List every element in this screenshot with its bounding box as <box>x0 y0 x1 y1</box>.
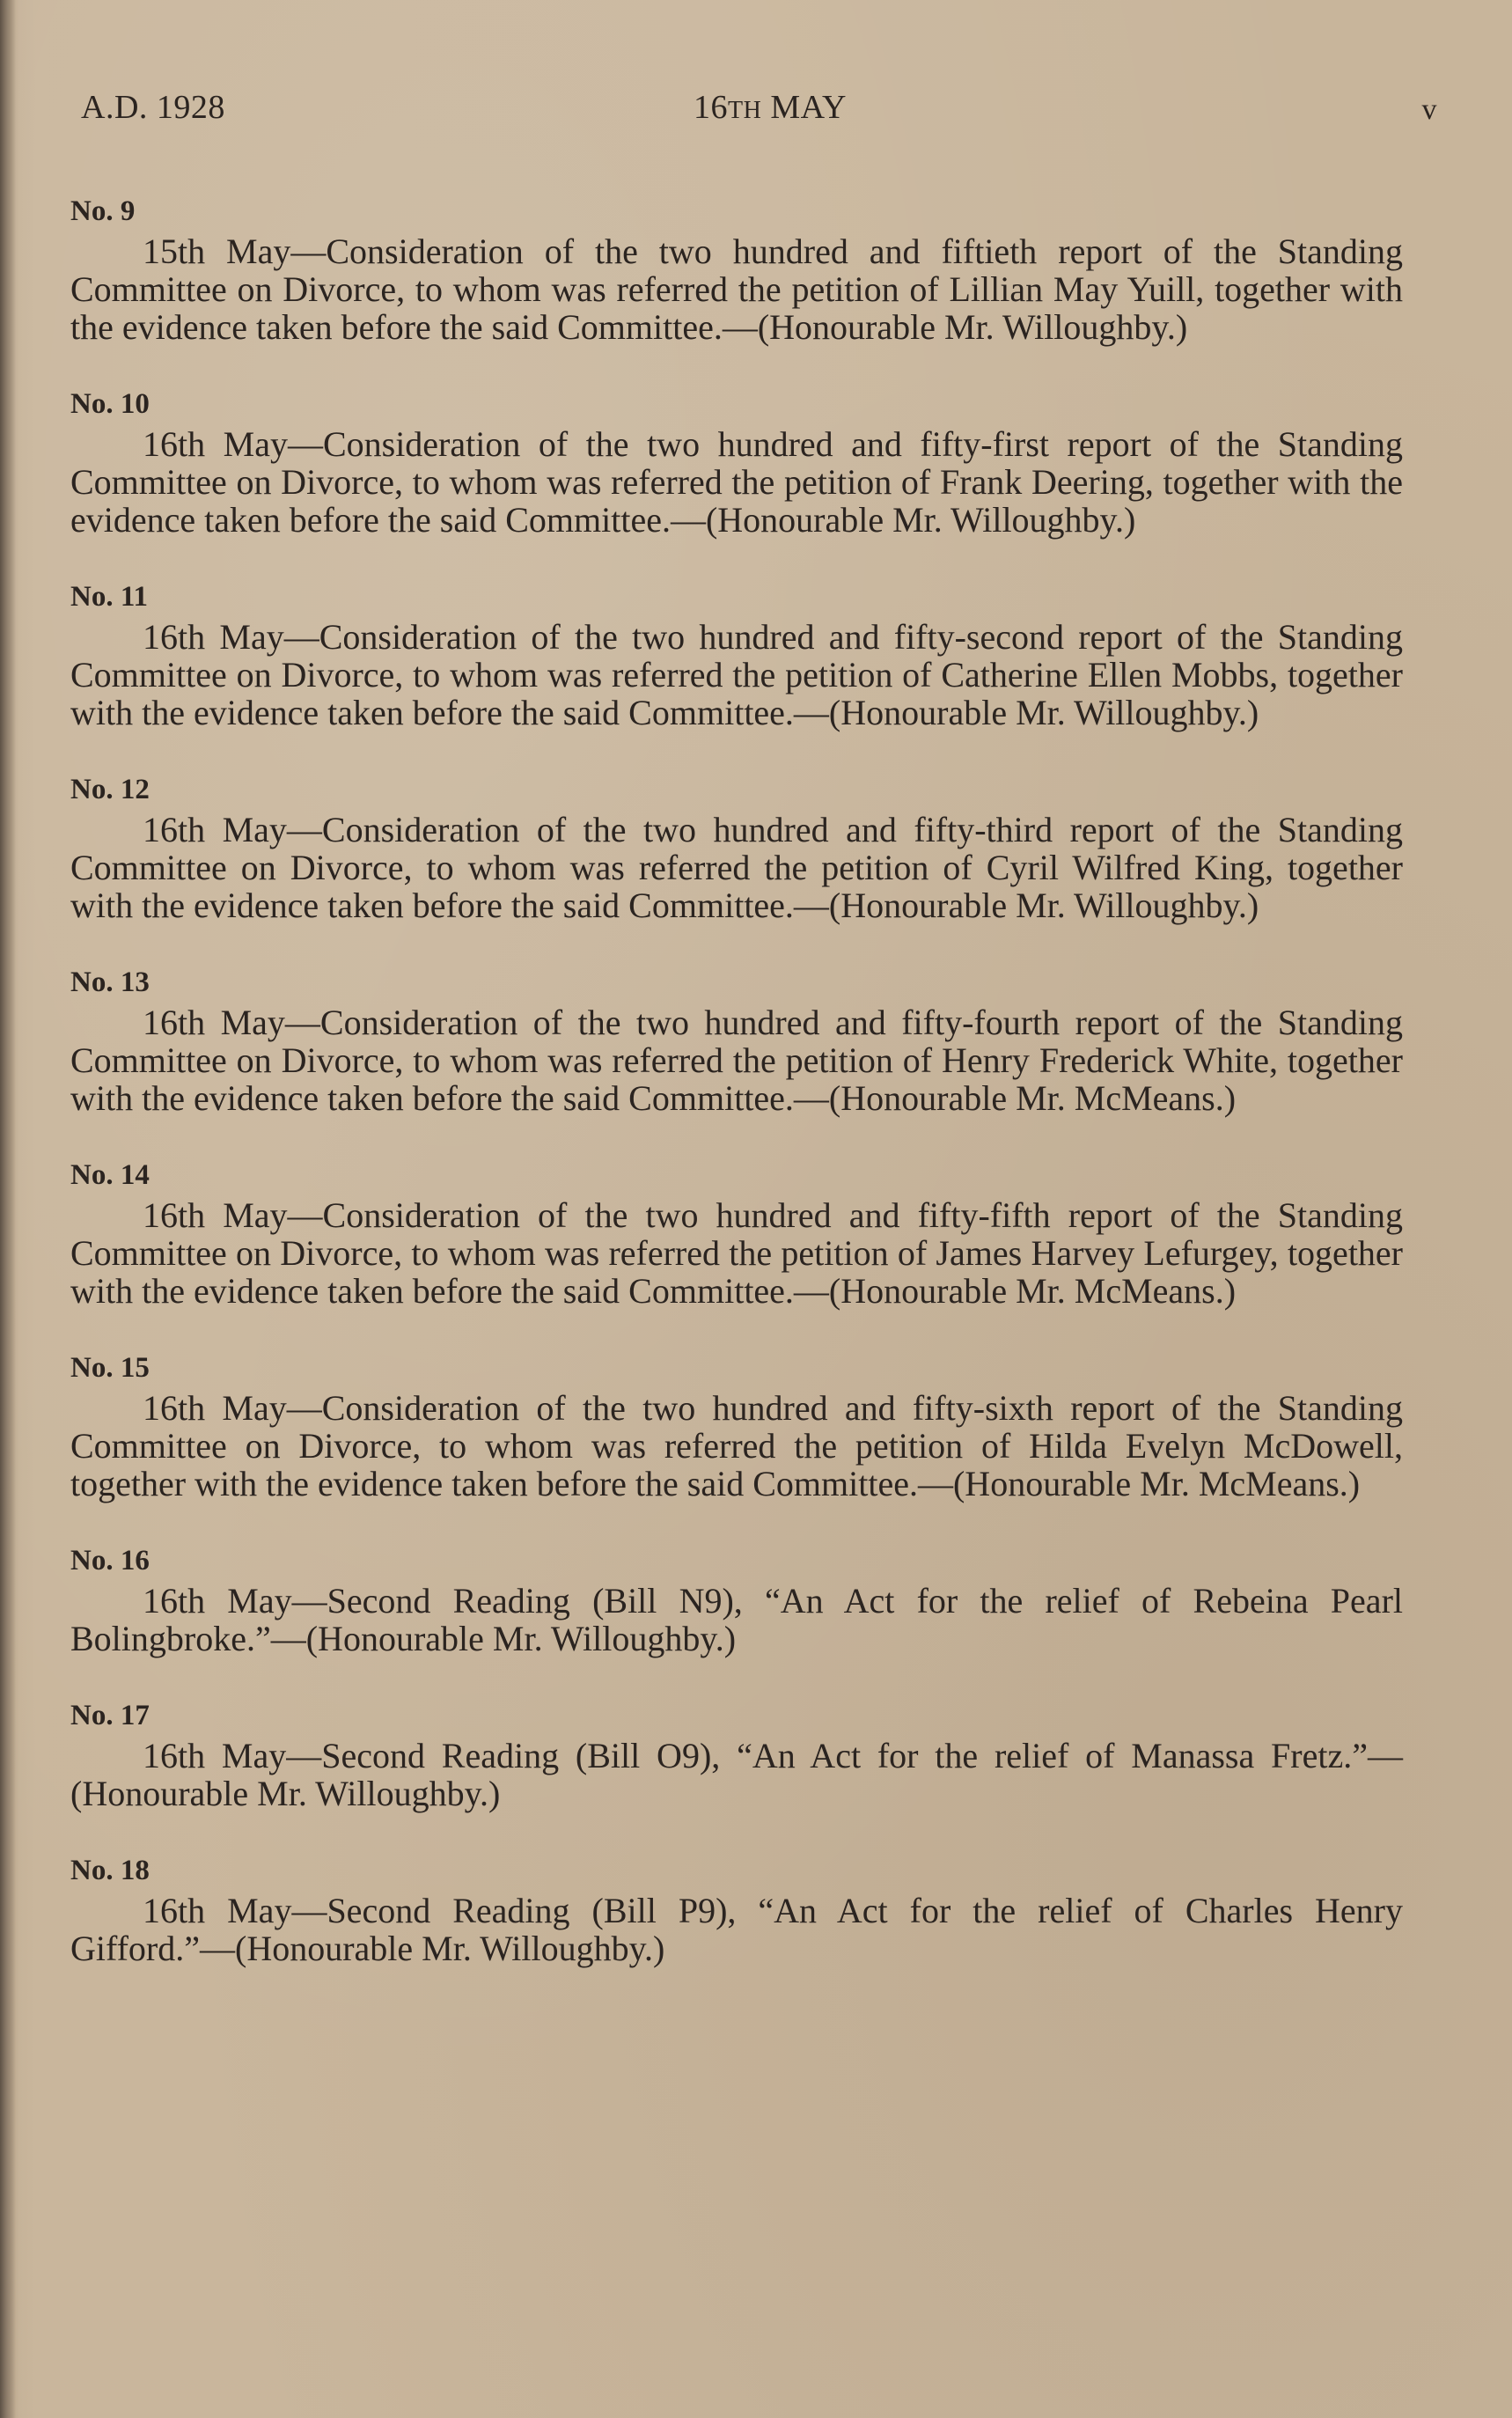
order-item-13 <box>70 963 1403 1117</box>
order-text: 16th May—Consideration of the two hundred and fifty-third report of the Standing Committee on Divorce, to whom was referred the petition of Cyril Wilfred King, together with the evidence taken before the said Committee.—(Honourable Mr. Willoughby.) <box>70 810 1403 925</box>
page-header <box>81 88 1437 132</box>
header-date-month: MAY <box>770 89 847 126</box>
order-number: No. 11 <box>70 581 149 613</box>
order-number: No. 17 <box>70 1700 150 1731</box>
order-number: No. 9 <box>70 195 136 227</box>
order-item-15 <box>70 1349 1403 1503</box>
order-item-12 <box>70 770 1403 924</box>
order-item-10 <box>70 385 1403 539</box>
orders-of-the-day-list <box>70 192 1403 2006</box>
order-text: 16th May—Consideration of the two hundred and fifty-second report of the Standing Committee on Divorce, to whom was referred the petition of Catherine Ellen Mobbs, together with the evidence taken before the said Committee.—(Honourable Mr. Willoughby.) <box>70 617 1403 732</box>
order-number: No. 10 <box>70 388 150 420</box>
page-binding-edge <box>0 0 16 2418</box>
order-text: 16th May—Second Reading (Bill N9), “An Act for the relief of Rebeina Pearl Bolingbroke.”—(Honourable Mr. Willoughby.) <box>70 1581 1403 1658</box>
page-number: v <box>1421 93 1437 126</box>
order-text: 16th May—Consideration of the two hundred and fifty-fourth report of the Standing Committee on Divorce, to whom was referred the petition of Henry Frederick White, together with the evidence taken before the said Committee.—(Honourable Mr. McMeans.) <box>70 1003 1403 1118</box>
order-number: No. 13 <box>70 966 150 998</box>
order-text: 15th May—Consideration of the two hundred and fiftieth report of the Standing Committee on Divorce, to whom was referred the petition of Lillian May Yuill, together with the evidence taken before the said Committee.—(Honourable Mr. Willoughby.) <box>70 232 1403 347</box>
order-item-11 <box>70 577 1403 731</box>
order-item-18 <box>70 1851 1403 1967</box>
order-item-9 <box>70 192 1403 346</box>
order-item-16 <box>70 1541 1403 1657</box>
header-year: A.D. 1928 <box>81 89 225 126</box>
order-number: No. 14 <box>70 1159 150 1191</box>
order-item-17 <box>70 1696 1403 1812</box>
order-item-14 <box>70 1156 1403 1310</box>
order-text: 16th May—Consideration of the two hundred and fifty-first report of the Standing Committee on Divorce, to whom was referred the petition of Frank Deering, together with the evidence taken before the said Committee.—(Honourable Mr. Willoughby.) <box>70 424 1403 540</box>
order-text: 16th May—Consideration of the two hundred and fifty-sixth report of the Standing Committee on Divorce, to whom was referred the petition of Hilda Evelyn McDowell, together with the evidence taken before the said Committee.—(Honourable Mr. McMeans.) <box>70 1388 1403 1503</box>
header-date-day: 16 <box>693 89 728 126</box>
order-text: 16th May—Consideration of the two hundred and fifty-fifth report of the Standing Committee on Divorce, to whom was referred the petition of James Harvey Lefurgey, together with the evidence taken before the said Committee.—(Honourable Mr. McMeans.) <box>70 1195 1403 1311</box>
order-number: No. 12 <box>70 774 150 805</box>
order-number: No. 16 <box>70 1545 150 1576</box>
order-text: 16th May—Second Reading (Bill P9), “An Act for the relief of Charles Henry Gifford.”—(Honourable Mr. Willoughby.) <box>70 1891 1403 1968</box>
order-number: No. 15 <box>70 1352 150 1384</box>
order-number: No. 18 <box>70 1855 150 1886</box>
header-date-suffix: TH <box>727 97 762 124</box>
order-text: 16th May—Second Reading (Bill O9), “An Act for the relief of Manassa Fretz.”—(Honourable Mr. Willoughby.) <box>70 1736 1403 1813</box>
header-date <box>81 88 1406 127</box>
